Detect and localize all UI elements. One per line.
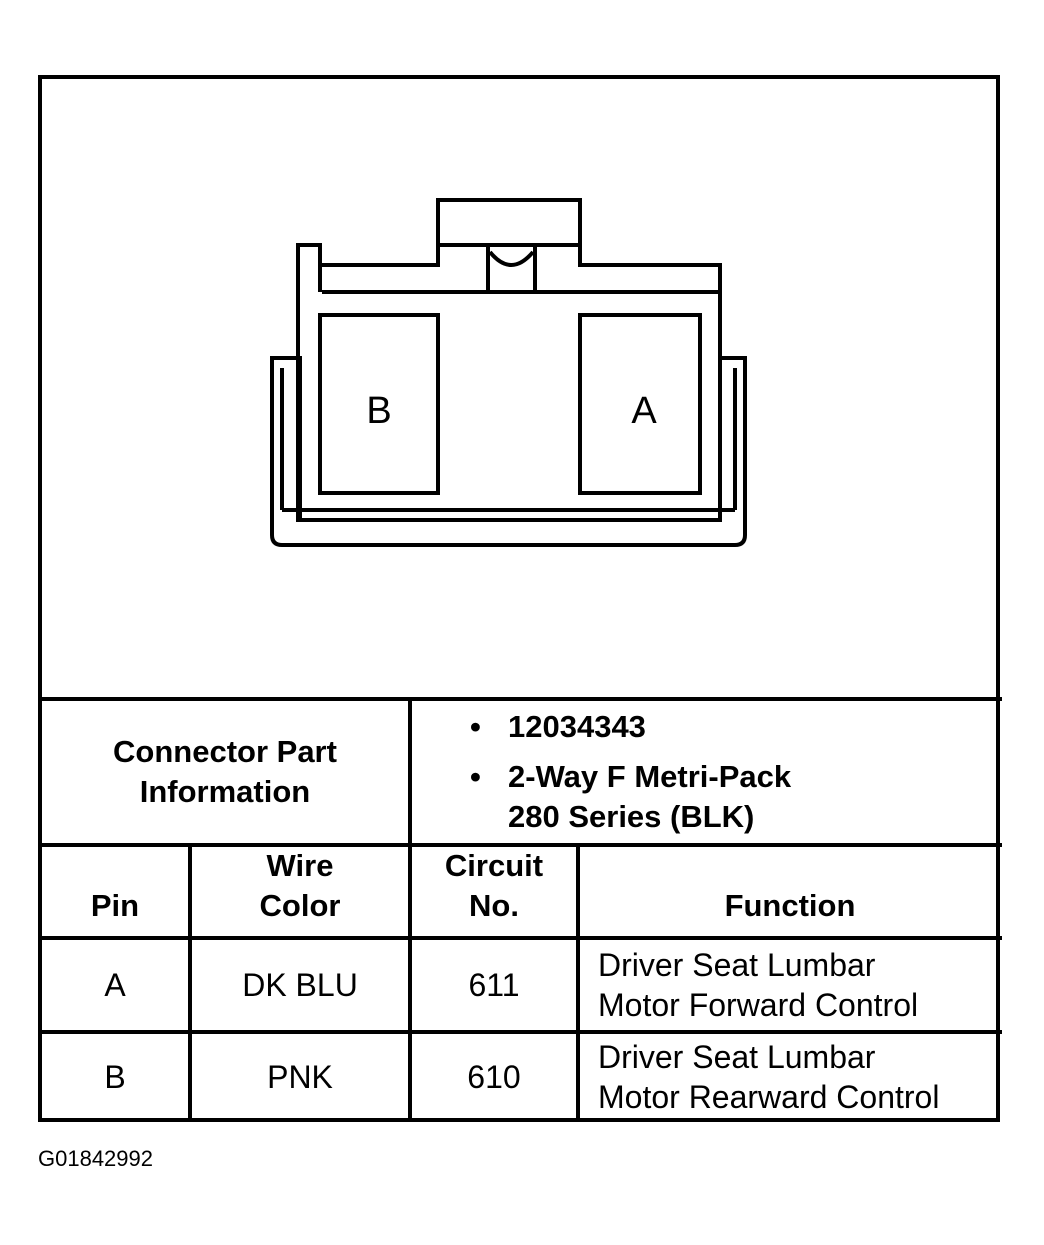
header-pin: Pin — [90, 888, 140, 923]
cavity-label-b: B — [366, 390, 392, 432]
row-b-pin: B — [104, 1059, 126, 1095]
row-a-wire-color: DK BLU — [242, 967, 358, 1003]
part-info-label: Connector Part Information — [113, 734, 337, 809]
header-wire-color: Wire Color — [259, 848, 341, 923]
part-info-values — [412, 701, 1000, 843]
row-a-function: Driver Seat Lumbar Motor Forward Control — [598, 947, 919, 1023]
row-b-wire-color: PNK — [267, 1059, 333, 1095]
row-b-circuit: 610 — [467, 1059, 521, 1095]
header-function: Function — [724, 888, 856, 923]
row-b-function: Driver Seat Lumbar Motor Rearward Control — [598, 1039, 940, 1115]
part-number: • 12034343 — [470, 707, 791, 747]
cavity-label-a: A — [631, 390, 657, 432]
row-a-circuit: 611 — [468, 967, 520, 1003]
connector-body — [298, 200, 720, 520]
row-a-pin: A — [104, 967, 126, 1003]
connector-type: • 2-Way F Metri-Pack 280 Series (BLK) — [470, 757, 791, 837]
figure-id: G01842992 — [38, 1146, 153, 1171]
header-circuit-no: Circuit No. — [444, 848, 544, 923]
latch-arc — [490, 252, 533, 265]
connector-outer-shell — [272, 358, 745, 545]
